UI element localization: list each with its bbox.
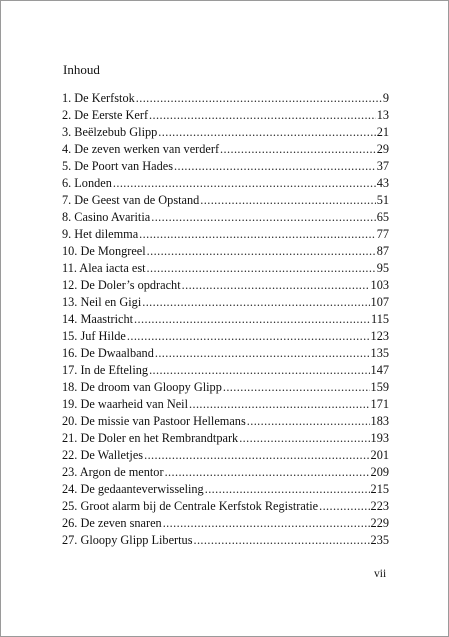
toc-entry-title: 15. Juf Hilde [62, 329, 126, 343]
toc-entry [62, 498, 389, 515]
toc-entry-title: 26. De zeven snaren [62, 516, 162, 530]
toc-entry-title: 11. Alea iacta est [62, 261, 146, 275]
toc-entry-page: 115 [371, 312, 389, 326]
toc-entry [62, 515, 389, 532]
toc-entry [62, 260, 389, 277]
dot-leader [247, 413, 370, 430]
toc-entry-title: 2. De Eerste Kerf [62, 108, 149, 122]
toc-entry-title: 9. Het dilemma [62, 227, 139, 241]
toc-entry-page: 9 [382, 91, 389, 105]
toc-entry-title: 21. De Doler en het Rembrandtpark [62, 431, 239, 445]
toc-entry-title: 3. Beëlzebub Glipp [62, 125, 158, 139]
dot-leader [142, 294, 369, 311]
toc-entry-page: 51 [376, 193, 389, 207]
toc-entry [62, 277, 389, 294]
dot-leader [127, 328, 370, 345]
toc-entry-page: 107 [370, 295, 389, 309]
toc-entry-title: 19. De waarheid van Neil [62, 397, 188, 411]
dot-leader [200, 192, 375, 209]
toc-entry-title: 17. In de Efteling [62, 363, 149, 377]
toc-entry-page: 95 [376, 261, 389, 275]
dot-leader [136, 90, 382, 107]
toc-entry [62, 294, 389, 311]
dot-leader [205, 481, 370, 498]
toc-entry-page: 171 [370, 397, 389, 411]
toc-entry [62, 209, 389, 226]
toc-entry-title: 14. Maastricht [62, 312, 134, 326]
dot-leader [139, 226, 376, 243]
dot-leader [149, 107, 376, 124]
toc-entry-title: 20. De missie van Pastoor Hellemans [62, 414, 246, 428]
toc-entry-page: 223 [370, 499, 389, 513]
toc-entry-page: 183 [370, 414, 389, 428]
toc-entry [62, 226, 389, 243]
toc-entry-title: 22. De Walletjes [62, 448, 144, 462]
toc-heading: Inhoud [63, 62, 100, 77]
toc-entry-title: 16. De Dwaalband [62, 346, 154, 360]
toc-entry-title: 5. De Poort van Hades [62, 159, 173, 173]
dot-leader [113, 175, 376, 192]
toc-entry-title: 23. Argon de mentor [62, 465, 164, 479]
toc-entry-title: 25. Groot alarm bij de Centrale Kerfstok Registratie [62, 499, 319, 513]
dot-leader [134, 311, 370, 328]
dot-leader [151, 209, 375, 226]
toc-entry-page: 103 [370, 278, 389, 292]
toc-entry-page: 123 [370, 329, 389, 343]
toc-entry [62, 413, 389, 430]
toc-entry-page: 201 [370, 448, 389, 462]
dot-leader [144, 447, 369, 464]
toc-entry [62, 379, 389, 396]
toc-entry-page: 159 [370, 380, 389, 394]
toc-entry-title: 27. Gloopy Glipp Libertus [62, 533, 193, 547]
dot-leader [147, 260, 376, 277]
toc-entry-page: 43 [376, 176, 389, 190]
toc-entry-title: 8. Casino Avaritia [62, 210, 151, 224]
dot-leader [182, 277, 370, 294]
toc-entry [62, 532, 389, 549]
toc-entry [62, 464, 389, 481]
toc-entry-page: 37 [376, 159, 389, 173]
toc-entry-title: 4. De zeven werken van verderf [62, 142, 220, 156]
toc-entry [62, 481, 389, 498]
dot-leader [239, 430, 369, 447]
toc-entry-page: 229 [370, 516, 389, 530]
toc-entry [62, 243, 389, 260]
toc-entry [62, 430, 389, 447]
toc-entry-page: 135 [370, 346, 389, 360]
dot-leader [189, 396, 370, 413]
toc-entry [62, 447, 389, 464]
toc-entry [62, 345, 389, 362]
dot-leader [223, 379, 370, 396]
dot-leader [163, 515, 370, 532]
table-of-contents [62, 90, 389, 549]
dot-leader [319, 498, 369, 515]
page-number: vii [374, 568, 387, 580]
toc-entry-title: 1. De Kerfstok [62, 91, 135, 105]
toc-entry-title: 7. De Geest van de Opstand [62, 193, 200, 207]
dot-leader [220, 141, 376, 158]
toc-entry-page: 87 [376, 244, 389, 258]
toc-entry-title: 10. De Mongreel [62, 244, 146, 258]
toc-entry-page: 209 [370, 465, 389, 479]
toc-entry-page: 193 [370, 431, 389, 445]
toc-entry [62, 328, 389, 345]
toc-entry [62, 124, 389, 141]
toc-entry-title: 18. De droom van Gloopy Glipp [62, 380, 222, 394]
dot-leader [158, 124, 375, 141]
toc-entry [62, 192, 389, 209]
toc-entry-title: 12. De Doler’s opdracht [62, 278, 181, 292]
dot-leader [149, 362, 369, 379]
dot-leader [193, 532, 369, 549]
dot-leader [147, 243, 376, 260]
toc-entry-page: 65 [376, 210, 389, 224]
toc-entry [62, 311, 389, 328]
toc-entry-page: 29 [376, 142, 389, 156]
toc-entry-title: 24. De gedaanteverwisseling [62, 482, 204, 496]
dot-leader [165, 464, 370, 481]
toc-entry [62, 175, 389, 192]
toc-entry-page: 215 [370, 482, 389, 496]
toc-entry-title: 13. Neil en Gigi [62, 295, 142, 309]
toc-entry-title: 6. Londen [62, 176, 112, 190]
toc-entry-page: 77 [376, 227, 389, 241]
dot-leader [155, 345, 370, 362]
toc-entry-page: 147 [370, 363, 389, 377]
toc-entry-page: 235 [370, 533, 389, 547]
toc-entry [62, 396, 389, 413]
toc-entry [62, 362, 389, 379]
toc-entry-page: 21 [376, 125, 389, 139]
toc-entry [62, 141, 389, 158]
dot-leader [174, 158, 376, 175]
toc-entry [62, 90, 389, 107]
toc-entry [62, 107, 389, 124]
toc-entry-page: 13 [376, 108, 389, 122]
toc-entry [62, 158, 389, 175]
